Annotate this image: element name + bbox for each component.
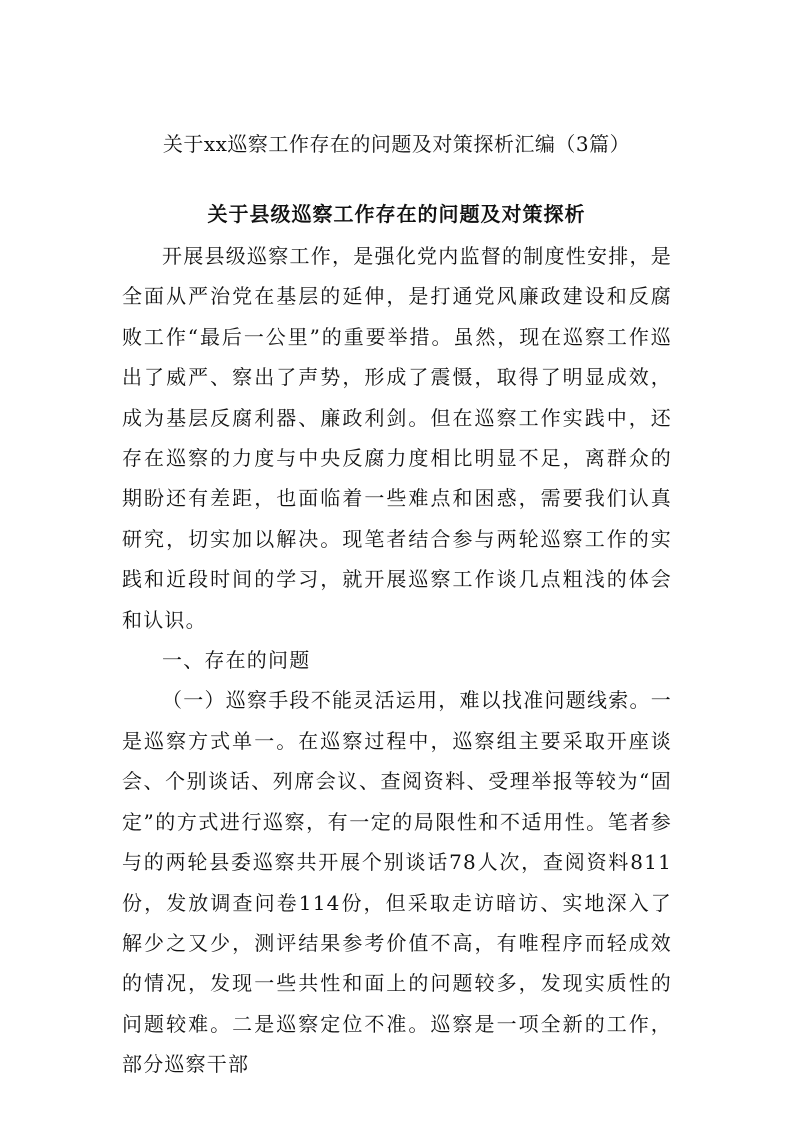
paragraph-problem-one: （一）巡察手段不能灵活运用，难以找准问题线索。一是巡察方式单一。在巡察过程中，巡察组主要采取开座谈会、个别谈话、列席会议、查阅资料、受理举报等较为“固定”的方式进行巡察，有一定的局限性和不适用性。笔者参与的两轮县委巡察共开展个别谈话78人次，查阅资料811份，发放调查问卷114份，但采取走访暗访、实地深入了解少之又少，测评结果参考价值不高，有唯程序而轻成效的情况，发现一些共性和面上的问题较多，发现实质性的问题较难。二是巡察定位不准。巡察是一项全新的工作，部分巡察干部 (122, 688, 672, 1077)
document-body (122, 236, 672, 1085)
section-title: 关于县级巡察工作存在的问题及对策探析 (207, 202, 586, 226)
heading-existing-problems: 一、存在的问题 (162, 648, 311, 673)
paragraph-intro: 开展县级巡察工作，是强化党内监督的制度性安排，是全面从严治党在基层的延伸，是打通党风廉政建设和反腐败工作“最后一公里”的重要举措。虽然，现在巡察工作巡出了威严、察出了声势，形成了震慑，取得了明显成效，成为基层反腐利器、廉政利剑。但在巡察工作实践中，还存在巡察的力度与中央反腐力度相比明显不足，离群众的期盼还有差距，也面临着一些难点和困惑，需要我们认真研究，切实加以解决。现笔者结合参与两轮巡察工作的实践和近段时间的学习，就开展巡察工作谈几点粗浅的体会和认识。 (122, 244, 672, 632)
document-title: 关于xx巡察工作存在的问题及对策探析汇编（3篇） (162, 132, 631, 156)
